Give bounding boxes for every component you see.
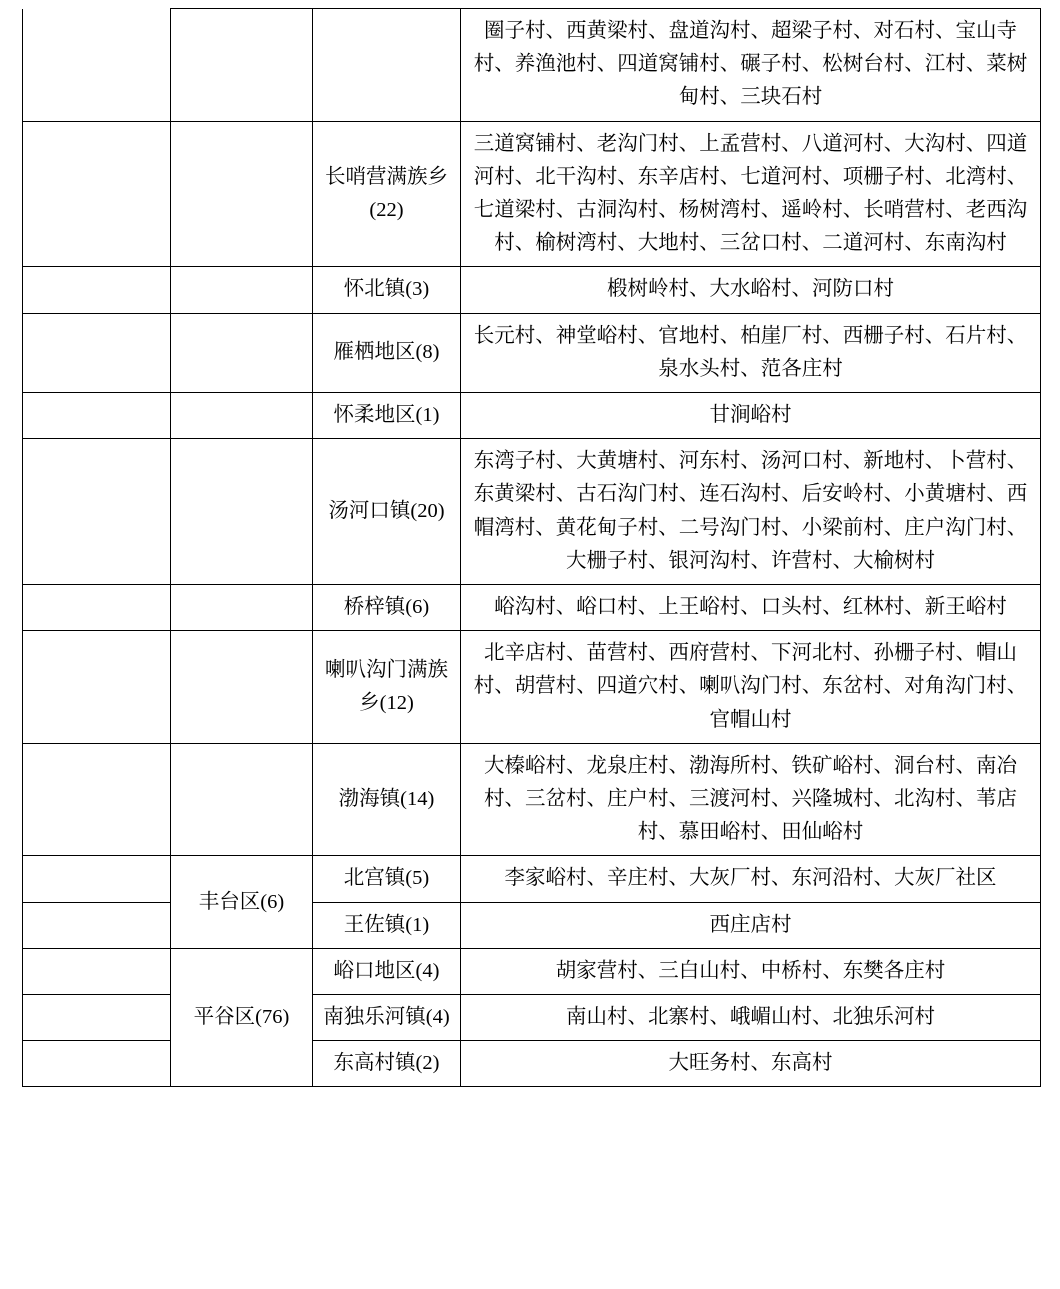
table-row <box>23 313 1041 392</box>
index-cell <box>23 902 171 948</box>
table-row <box>23 121 1041 267</box>
town-cell: 渤海镇(14) <box>313 743 461 856</box>
town-cell: 王佐镇(1) <box>313 902 461 948</box>
district-cell <box>171 121 313 267</box>
district-cell: 平谷区(76) <box>171 948 313 1087</box>
table-row <box>23 585 1041 631</box>
table-body <box>23 9 1041 1087</box>
table-row <box>23 9 1041 122</box>
town-cell: 南独乐河镇(4) <box>313 995 461 1041</box>
villages-cell: 峪沟村、峪口村、上王峪村、口头村、红林村、新王峪村 <box>461 585 1041 631</box>
town-cell: 雁栖地区(8) <box>313 313 461 392</box>
index-cell <box>23 313 171 392</box>
index-cell <box>23 1041 171 1087</box>
villages-cell: 西庄店村 <box>461 902 1041 948</box>
villages-cell: 甘涧峪村 <box>461 393 1041 439</box>
district-cell <box>171 393 313 439</box>
district-cell <box>171 439 313 585</box>
index-cell <box>23 9 171 122</box>
town-cell: 汤河口镇(20) <box>313 439 461 585</box>
villages-cell: 李家峪村、辛庄村、大灰厂村、东河沿村、大灰厂社区 <box>461 856 1041 902</box>
table-row <box>23 856 1041 902</box>
village-listing-table <box>22 8 1041 1087</box>
table-row <box>23 439 1041 585</box>
town-cell: 东高村镇(2) <box>313 1041 461 1087</box>
district-cell <box>171 313 313 392</box>
index-cell <box>23 743 171 856</box>
villages-cell: 南山村、北寨村、峨嵋山村、北独乐河村 <box>461 995 1041 1041</box>
district-cell: 丰台区(6) <box>171 856 313 948</box>
town-cell: 怀柔地区(1) <box>313 393 461 439</box>
town-cell: 喇叭沟门满族乡(12) <box>313 631 461 744</box>
index-cell <box>23 393 171 439</box>
town-cell: 桥梓镇(6) <box>313 585 461 631</box>
district-cell <box>171 743 313 856</box>
index-cell <box>23 121 171 267</box>
district-cell <box>171 267 313 313</box>
index-cell <box>23 585 171 631</box>
index-cell <box>23 439 171 585</box>
district-cell <box>171 585 313 631</box>
villages-cell: 长元村、神堂峪村、官地村、柏崖厂村、西栅子村、石片村、泉水头村、范各庄村 <box>461 313 1041 392</box>
villages-cell: 大榛峪村、龙泉庄村、渤海所村、铁矿峪村、洞台村、南冶村、三岔村、庄户村、三渡河村、兴隆城村、北沟村、苇店村、慕田峪村、田仙峪村 <box>461 743 1041 856</box>
town-cell: 怀北镇(3) <box>313 267 461 313</box>
index-cell <box>23 631 171 744</box>
district-cell <box>171 9 313 122</box>
villages-cell: 胡家营村、三白山村、中桥村、东樊各庄村 <box>461 948 1041 994</box>
index-cell <box>23 267 171 313</box>
index-cell <box>23 856 171 902</box>
villages-cell: 北辛店村、苗营村、西府营村、下河北村、孙栅子村、帽山村、胡营村、四道穴村、喇叭沟门村、东岔村、对角沟门村、官帽山村 <box>461 631 1041 744</box>
index-cell <box>23 948 171 994</box>
table-row <box>23 743 1041 856</box>
table-row <box>23 948 1041 994</box>
villages-cell: 圈子村、西黄梁村、盘道沟村、超梁子村、对石村、宝山寺村、养渔池村、四道窝铺村、碾子村、松树台村、江村、菜树甸村、三块石村 <box>461 9 1041 122</box>
town-cell: 长哨营满族乡(22) <box>313 121 461 267</box>
villages-cell: 三道窝铺村、老沟门村、上孟营村、八道河村、大沟村、四道河村、北干沟村、东辛店村、七道河村、项栅子村、北湾村、七道梁村、古洞沟村、杨树湾村、遥岭村、长哨营村、老西沟村、榆树湾村、大地村、三岔口村、二道河村、东南沟村 <box>461 121 1041 267</box>
town-cell: 峪口地区(4) <box>313 948 461 994</box>
index-cell <box>23 995 171 1041</box>
villages-cell: 大旺务村、东高村 <box>461 1041 1041 1087</box>
villages-cell: 椴树岭村、大水峪村、河防口村 <box>461 267 1041 313</box>
villages-cell: 东湾子村、大黄塘村、河东村、汤河口村、新地村、卜营村、东黄梁村、古石沟门村、连石沟村、后安岭村、小黄塘村、西帽湾村、黄花甸子村、二号沟门村、小梁前村、庄户沟门村、大栅子村、银河沟村、许营村、大榆树村 <box>461 439 1041 585</box>
table-row <box>23 267 1041 313</box>
table-row <box>23 393 1041 439</box>
table-row <box>23 631 1041 744</box>
town-cell <box>313 9 461 122</box>
district-cell <box>171 631 313 744</box>
town-cell: 北宫镇(5) <box>313 856 461 902</box>
